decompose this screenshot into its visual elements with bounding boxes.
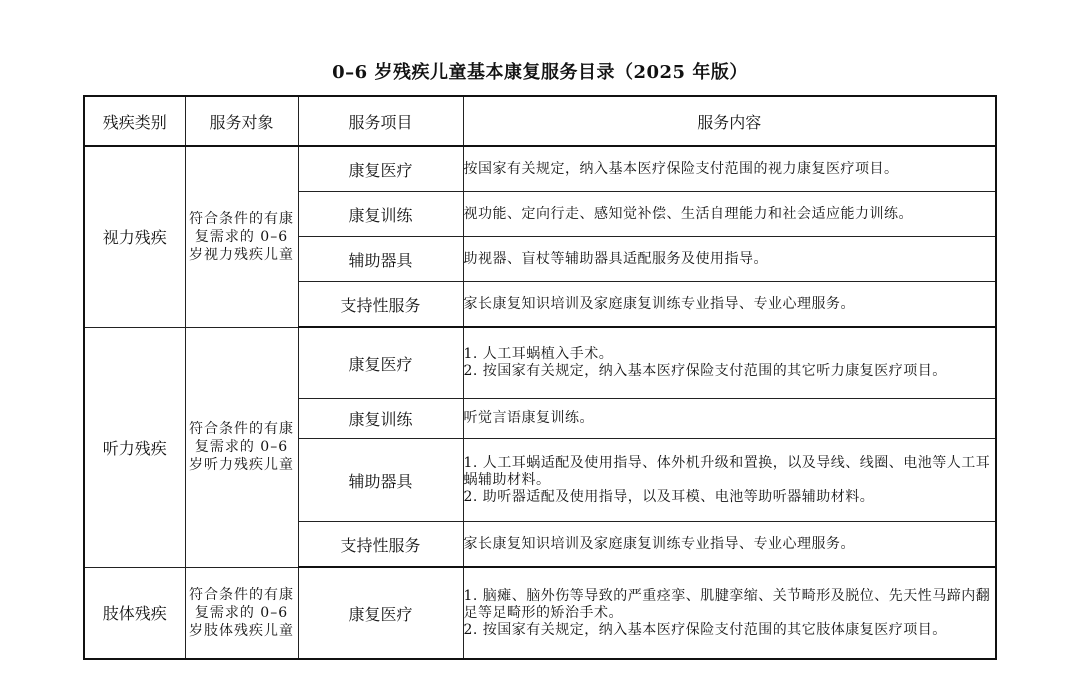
content-line: 2. 按国家有关规定，纳入基本医疗保险支付范围的其它肢体康复医疗项目。 bbox=[463, 621, 947, 638]
item-cell: 支持性服务 bbox=[298, 522, 463, 568]
item-cell: 康复医疗 bbox=[298, 146, 463, 192]
content-cell bbox=[463, 567, 996, 659]
header-content: 服务内容 bbox=[463, 96, 996, 146]
content-cell bbox=[463, 522, 996, 568]
item-cell: 康复训练 bbox=[298, 399, 463, 439]
item-cell: 辅助器具 bbox=[298, 237, 463, 282]
header-item: 服务项目 bbox=[298, 96, 463, 146]
category-cell: 肢体残疾 bbox=[84, 567, 185, 659]
content-line: 2. 助听器适配及使用指导，以及耳模、电池等助听器辅助材料。 bbox=[463, 488, 875, 505]
category-cell: 视力残疾 bbox=[84, 146, 185, 327]
service-catalog-table bbox=[83, 95, 997, 660]
header-target: 服务对象 bbox=[185, 96, 298, 146]
item-cell: 康复训练 bbox=[298, 192, 463, 237]
item-cell: 辅助器具 bbox=[298, 439, 463, 522]
content-line: 助视器、盲杖等辅助器具适配服务及使用指导。 bbox=[463, 250, 768, 267]
table-header-row bbox=[84, 96, 996, 146]
content-line: 1. 人工耳蜗适配及使用指导、体外机升级和置换，以及导线、线圈、电池等人工耳蜗辅助材料。 bbox=[463, 454, 991, 488]
item-cell: 康复医疗 bbox=[298, 567, 463, 659]
content-cell bbox=[463, 439, 996, 522]
target-cell: 符合条件的有康复需求的 0–6 岁肢体残疾儿童 bbox=[185, 567, 298, 659]
content-cell bbox=[463, 399, 996, 439]
target-cell: 符合条件的有康复需求的 0–6 岁听力残疾儿童 bbox=[185, 327, 298, 567]
table-row bbox=[84, 567, 996, 659]
content-line: 家长康复知识培训及家庭康复训练专业指导、专业心理服务。 bbox=[463, 295, 855, 312]
content-line: 1. 脑瘫、脑外伤等导致的严重痉挛、肌腱挛缩、关节畸形及脱位、先天性马蹄内翻足等足畸形的矫治手术。 bbox=[463, 587, 991, 621]
category-cell: 听力残疾 bbox=[84, 327, 185, 567]
item-cell: 康复医疗 bbox=[298, 327, 463, 399]
content-cell bbox=[463, 237, 996, 282]
table-row bbox=[84, 327, 996, 399]
content-line: 听觉言语康复训练。 bbox=[463, 410, 594, 426]
content-line: 1. 人工耳蜗植入手术。 bbox=[463, 346, 614, 362]
content-cell bbox=[463, 327, 996, 399]
content-cell bbox=[463, 146, 996, 192]
content-cell bbox=[463, 282, 996, 328]
target-cell: 符合条件的有康复需求的 0–6 岁视力残疾儿童 bbox=[185, 146, 298, 327]
header-category: 残疾类别 bbox=[84, 96, 185, 146]
content-line: 家长康复知识培训及家庭康复训练专业指导、专业心理服务。 bbox=[463, 535, 855, 552]
table-row bbox=[84, 146, 996, 192]
content-line: 按国家有关规定，纳入基本医疗保险支付范围的视力康复医疗项目。 bbox=[463, 160, 899, 177]
content-line: 2. 按国家有关规定，纳入基本医疗保险支付范围的其它听力康复医疗项目。 bbox=[463, 363, 947, 379]
content-cell bbox=[463, 192, 996, 237]
content-line: 视功能、定向行走、感知觉补偿、生活自理能力和社会适应能力训练。 bbox=[463, 205, 913, 222]
item-cell: 支持性服务 bbox=[298, 282, 463, 328]
page-title: 0–6 岁残疾儿童基本康复服务目录（2025 年版） bbox=[332, 62, 748, 83]
